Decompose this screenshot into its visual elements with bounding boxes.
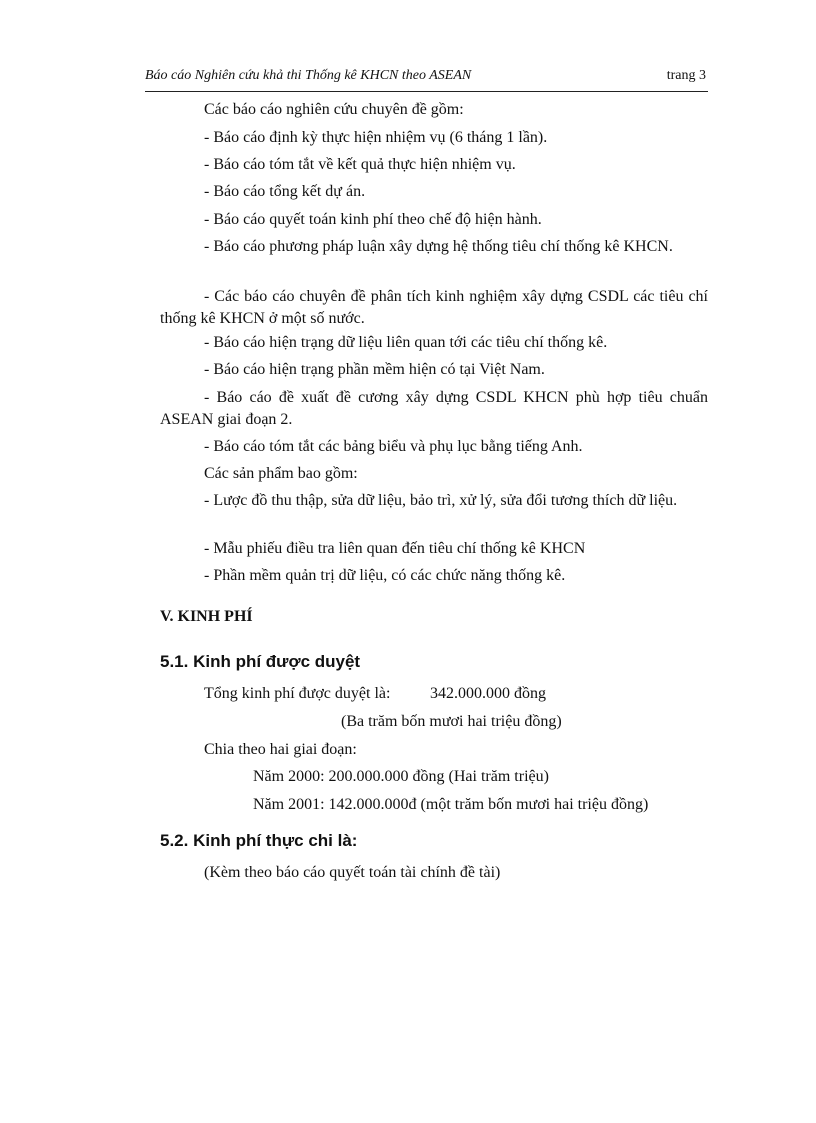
phase-2001: Năm 2001: 142.000.000đ (một trăm bốn mươi hai triệu đồng) <box>253 796 649 813</box>
page-header <box>145 65 708 92</box>
header-title: Báo cáo Nghiên cứu khả thi Thống kê KHCN theo ASEAN <box>145 68 472 83</box>
section-heading: V. KINH PHÍ <box>160 608 253 625</box>
product-item: - Phần mềm quản trị dữ liệu, có các chức năng thống kê. <box>204 567 566 584</box>
product-item: - Mẫu phiếu điều tra liên quan đến tiêu chí thống kê KHCN <box>204 540 586 557</box>
report-item: - Báo cáo tóm tắt các bảng biểu và phụ lục bằng tiếng Anh. <box>204 438 583 455</box>
product-item: - Lược đồ thu thập, sửa dữ liệu, bảo trì, xử lý, sửa đổi tương thích dữ liệu. <box>204 492 678 509</box>
report-item: - Báo cáo định kỳ thực hiện nhiệm vụ (6 tháng 1 lần). <box>204 129 548 146</box>
total-budget-value: 342.000.000 đồng <box>430 685 546 702</box>
report-item: - Báo cáo phương pháp luận xây dựng hệ thống tiêu chí thống kê KHCN. <box>204 238 673 255</box>
total-budget-words: (Ba trăm bốn mươi hai triệu đồng) <box>341 713 562 730</box>
split-label: Chia theo hai giai đoạn: <box>204 741 357 758</box>
actual-spending-note: (Kèm theo báo cáo quyết toán tài chính đề tài) <box>204 864 501 881</box>
products-intro: Các sản phẩm bao gồm: <box>204 465 358 482</box>
report-item: - Báo cáo hiện trạng phần mềm hiện có tại Việt Nam. <box>204 361 545 378</box>
report-item: - Các báo cáo chuyên đề phân tích kinh nghiệm xây dựng CSDL các tiêu chí thống kê KHCN ở một số nước. <box>160 288 708 327</box>
total-budget-label: Tổng kinh phí được duyệt là: <box>204 685 391 702</box>
phase-2000: Năm 2000: 200.000.000 đồng (Hai trăm triệu) <box>253 768 549 785</box>
reports-intro: Các báo cáo nghiên cứu chuyên đề gồm: <box>204 101 464 118</box>
subsection-heading: 5.2. Kinh phí thực chi là: <box>160 831 358 850</box>
subsection-heading: 5.1. Kinh phí được duyệt <box>160 652 361 671</box>
report-item: - Báo cáo hiện trạng dữ liệu liên quan tới các tiêu chí thống kê. <box>204 334 608 351</box>
report-item: - Báo cáo tóm tắt về kết quả thực hiện nhiệm vụ. <box>204 156 516 173</box>
report-item: - Báo cáo đề xuất đề cương xây dựng CSDL KHCN phù hợp tiêu chuẩn ASEAN giai đoạn 2. <box>160 389 708 428</box>
report-item: - Báo cáo quyết toán kinh phí theo chế độ hiện hành. <box>204 211 542 228</box>
page-number: trang 3 <box>666 68 706 83</box>
report-item: - Báo cáo tổng kết dự án. <box>204 183 366 200</box>
